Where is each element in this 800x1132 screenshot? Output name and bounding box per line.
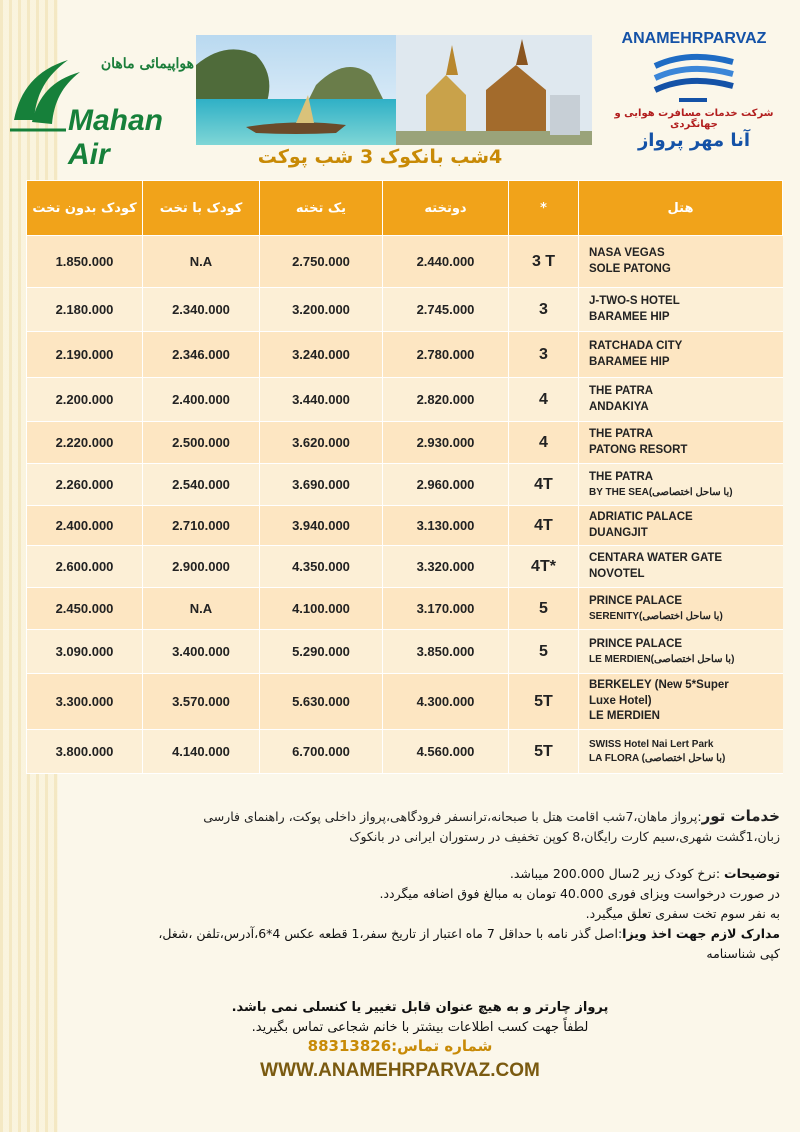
cell-double: 3.130.000 bbox=[383, 506, 509, 546]
cell-child-bed: 2.400.000 bbox=[143, 378, 260, 422]
cell-star: 5T bbox=[509, 730, 579, 774]
warning-bold: پرواز چارتر و به هیچ عنوان قابل تغییر یا کنسلی نمی باشد. bbox=[231, 1000, 609, 1015]
cell-hotel bbox=[579, 546, 783, 588]
cell-single: 4.100.000 bbox=[260, 588, 383, 630]
hotel-name-line: CENTARA WATER GATE bbox=[589, 551, 723, 564]
cell-single: 3.690.000 bbox=[260, 464, 383, 506]
hotel-name-line: LE MERDIEN(با ساحل اختصاصی) bbox=[589, 653, 735, 665]
cell-child-nobed: 2.260.000 bbox=[27, 464, 143, 506]
hotel-name-line: THE PATRA bbox=[589, 384, 654, 397]
table-row bbox=[27, 506, 783, 546]
cell-child-bed: 2.900.000 bbox=[143, 546, 260, 588]
cell-hotel bbox=[579, 288, 783, 332]
table-row bbox=[27, 630, 783, 674]
cell-single: 3.940.000 bbox=[260, 506, 383, 546]
notes-urgent-visa: در صورت درخواست ویزای فوری 40.000 تومان به مبالغ فوق اضافه میگردد. bbox=[379, 886, 780, 901]
hotel-name-line: PATONG RESORT bbox=[589, 443, 688, 456]
cell-hotel bbox=[579, 464, 783, 506]
website-link[interactable]: WWW.ANAMEHRPARVAZ.COM bbox=[260, 1060, 540, 1081]
agency-name-fa: آنا مهر پرواز bbox=[637, 130, 751, 151]
cell-star: 4T bbox=[509, 506, 579, 546]
cell-child-bed: 3.400.000 bbox=[143, 630, 260, 674]
table-row bbox=[27, 378, 783, 422]
cell-single: 6.700.000 bbox=[260, 730, 383, 774]
services-label: خدمات تور bbox=[701, 807, 780, 825]
header-child-nobed: کودک بدون تخت bbox=[27, 181, 143, 236]
cell-child-nobed: 2.220.000 bbox=[27, 422, 143, 464]
cell-child-nobed: 2.450.000 bbox=[27, 588, 143, 630]
hotel-name-line: THE PATRA bbox=[589, 427, 654, 440]
cell-star: 3 T bbox=[509, 236, 579, 288]
hotel-name-line: THE PATRA bbox=[589, 470, 654, 483]
mahan-name-fa: هواپیمائی ماهان bbox=[100, 56, 194, 72]
cell-double: 3.850.000 bbox=[383, 630, 509, 674]
cell-double: 4.560.000 bbox=[383, 730, 509, 774]
hotel-name-line: BARAMEE HIP bbox=[589, 355, 670, 368]
cell-hotel bbox=[579, 332, 783, 378]
cell-double: 2.780.000 bbox=[383, 332, 509, 378]
hotel-name-line: NOVOTEL bbox=[589, 567, 645, 580]
cell-star: 5T bbox=[509, 674, 579, 730]
cell-star: 5 bbox=[509, 630, 579, 674]
mahan-air-logo bbox=[6, 50, 196, 171]
cell-child-nobed: 3.300.000 bbox=[27, 674, 143, 730]
cell-hotel bbox=[579, 588, 783, 630]
table-header-row bbox=[27, 181, 783, 236]
cell-single: 3.240.000 bbox=[260, 332, 383, 378]
hotel-name-line: ADRIATIC PALACE bbox=[589, 510, 693, 523]
anamehrparvaz-logo bbox=[594, 30, 794, 165]
cell-child-nobed: 3.090.000 bbox=[27, 630, 143, 674]
hotel-name-line: BY THE SEA(با ساحل اختصاصی) bbox=[589, 486, 733, 498]
cell-hotel bbox=[579, 674, 783, 730]
cell-double: 3.320.000 bbox=[383, 546, 509, 588]
cell-child-bed: 4.140.000 bbox=[143, 730, 260, 774]
hotel-name-line: LA FLORA (با ساحل اختصاصی) bbox=[589, 752, 726, 764]
hotel-name-line: SOLE PATONG bbox=[589, 262, 671, 275]
table-row bbox=[27, 674, 783, 730]
notes-third-person: به نفر سوم تخت سفری تعلق میگیرد. bbox=[585, 906, 780, 921]
cell-double: 2.745.000 bbox=[383, 288, 509, 332]
cell-double: 2.960.000 bbox=[383, 464, 509, 506]
agency-wave-icon bbox=[649, 48, 739, 106]
cell-child-nobed: 2.180.000 bbox=[27, 288, 143, 332]
tour-notes bbox=[70, 864, 780, 964]
hotel-name-line: RATCHADA CITY bbox=[589, 339, 683, 352]
cell-child-bed: N.A bbox=[143, 236, 260, 288]
services-line2: زبان،1گشت شهری،سیم کارت رایگان،8 کوپن تخفیف در رستوران ایرانی در بانکوک bbox=[349, 829, 780, 844]
destination-photos bbox=[196, 35, 592, 145]
table-row bbox=[27, 332, 783, 378]
table-row bbox=[27, 288, 783, 332]
cell-star: 4T bbox=[509, 464, 579, 506]
header-hotel: هتل bbox=[579, 181, 783, 236]
mahan-name-en: Mahan Air bbox=[68, 104, 164, 171]
tour-services bbox=[70, 806, 780, 847]
hotel-name-line: NASA VEGAS bbox=[589, 246, 665, 259]
cell-single: 3.620.000 bbox=[260, 422, 383, 464]
cell-double: 4.300.000 bbox=[383, 674, 509, 730]
hotel-name-line: DUANGJIT bbox=[589, 526, 648, 539]
beach-temple-photo bbox=[196, 35, 592, 145]
cell-child-nobed: 1.850.000 bbox=[27, 236, 143, 288]
notes-child-price: :نرخ کودک زیر 2سال 200.000 میباشد. bbox=[509, 866, 725, 881]
table-row bbox=[27, 730, 783, 774]
cell-child-bed: 2.540.000 bbox=[143, 464, 260, 506]
cell-child-nobed: 2.600.000 bbox=[27, 546, 143, 588]
table-row bbox=[27, 422, 783, 464]
agency-tagline: شرکت خدمات مسافرت هوایی و جهانگردی bbox=[614, 108, 774, 130]
header-child-bed: کودک با تخت bbox=[143, 181, 260, 236]
hotel-name-line: PRINCE PALACE bbox=[589, 594, 683, 607]
hotel-name-line: BERKELEY (New 5*Super bbox=[589, 679, 729, 692]
price-table bbox=[26, 180, 783, 774]
hotel-name-line: BARAMEE HIP bbox=[589, 310, 670, 323]
cell-hotel bbox=[579, 422, 783, 464]
cell-double: 3.170.000 bbox=[383, 588, 509, 630]
cell-star: 4 bbox=[509, 422, 579, 464]
cell-hotel bbox=[579, 630, 783, 674]
cell-single: 5.290.000 bbox=[260, 630, 383, 674]
cell-child-nobed: 2.400.000 bbox=[27, 506, 143, 546]
cell-star: 4 bbox=[509, 378, 579, 422]
cell-child-bed: 2.710.000 bbox=[143, 506, 260, 546]
cell-single: 5.630.000 bbox=[260, 674, 383, 730]
header-double: دوتخته bbox=[383, 181, 509, 236]
header-star: * bbox=[509, 181, 579, 236]
cell-star: 4T* bbox=[509, 546, 579, 588]
cell-single: 3.440.000 bbox=[260, 378, 383, 422]
cell-child-nobed: 3.800.000 bbox=[27, 730, 143, 774]
table-row bbox=[27, 546, 783, 588]
docs-line2: کپی شناسنامه bbox=[706, 946, 780, 961]
cell-single: 3.200.000 bbox=[260, 288, 383, 332]
cell-star: 5 bbox=[509, 588, 579, 630]
price-table-body bbox=[27, 236, 783, 774]
warning-contact: لطفاً جهت کسب اطلاعات بیشتر با خانم شجاعی تماس بگیرید. bbox=[251, 1020, 589, 1035]
cell-star: 3 bbox=[509, 288, 579, 332]
cell-star: 3 bbox=[509, 332, 579, 378]
cell-child-bed: N.A bbox=[143, 588, 260, 630]
charter-warning bbox=[150, 998, 690, 1038]
services-line1: :پرواز ماهان،7شب اقامت هتل با صبحانه،ترانسفر فرودگاهی،پرواز داخلی پوکت، راهنمای فارسی bbox=[203, 809, 702, 824]
cell-child-bed: 2.340.000 bbox=[143, 288, 260, 332]
hotel-name-line: SERENITY(با ساحل اختصاصی) bbox=[589, 610, 723, 622]
agency-name-en: ANAMEHRPARVAZ bbox=[621, 30, 767, 47]
cell-hotel bbox=[579, 506, 783, 546]
cell-double: 2.930.000 bbox=[383, 422, 509, 464]
cell-child-bed: 3.570.000 bbox=[143, 674, 260, 730]
phone-number: شماره تماس:88313826 bbox=[307, 1037, 493, 1055]
cell-hotel bbox=[579, 730, 783, 774]
cell-child-nobed: 2.190.000 bbox=[27, 332, 143, 378]
table-row bbox=[27, 588, 783, 630]
cell-hotel bbox=[579, 236, 783, 288]
docs-text: :اصل گذر نامه با حداقل 7 ماه اعتبار از تاریخ سفر،1 قطعه عکس 4*6،آدرس،تلفن ،شغل، bbox=[158, 926, 623, 941]
cell-single: 2.750.000 bbox=[260, 236, 383, 288]
page-title: 4شب بانکوک 3 شب پوکت bbox=[257, 146, 503, 168]
hotel-name-line: J-TWO-S HOTEL bbox=[589, 294, 680, 307]
notes-label: توضیحات bbox=[724, 866, 780, 881]
cell-child-bed: 2.500.000 bbox=[143, 422, 260, 464]
table-row bbox=[27, 236, 783, 288]
table-row bbox=[27, 464, 783, 506]
hotel-name-line: PRINCE PALACE bbox=[589, 637, 683, 650]
hotel-name-line: Luxe Hotel) bbox=[589, 694, 652, 707]
cell-single: 4.350.000 bbox=[260, 546, 383, 588]
hotel-name-line: SWISS Hotel Nai Lert Park bbox=[589, 739, 714, 750]
header-single: یک تخته bbox=[260, 181, 383, 236]
cell-hotel bbox=[579, 378, 783, 422]
cell-double: 2.820.000 bbox=[383, 378, 509, 422]
hotel-name-line: LE MERDIEN bbox=[589, 710, 660, 723]
docs-label: مدارک لازم جهت اخذ ویزا bbox=[622, 926, 780, 941]
cell-child-nobed: 2.200.000 bbox=[27, 378, 143, 422]
cell-double: 2.440.000 bbox=[383, 236, 509, 288]
cell-child-bed: 2.346.000 bbox=[143, 332, 260, 378]
hotel-name-line: ANDAKIYA bbox=[589, 400, 649, 413]
